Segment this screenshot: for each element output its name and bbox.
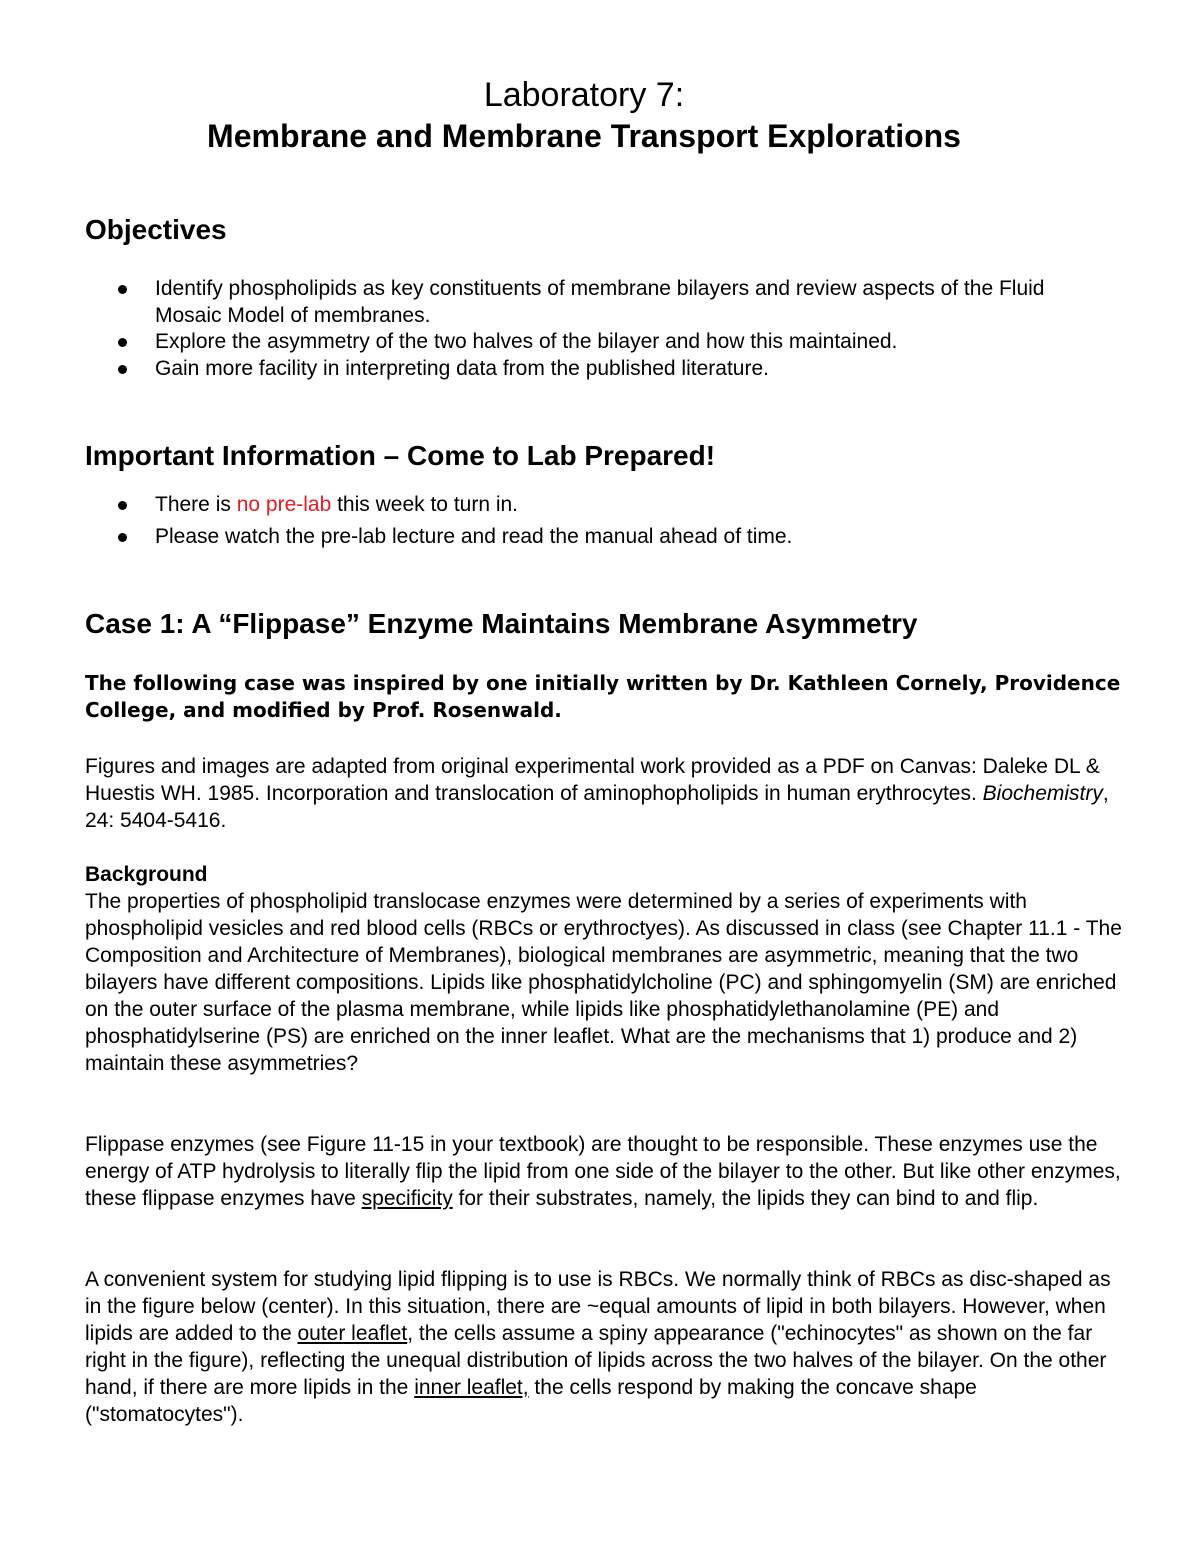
background-paragraph: The properties of phospholipid translocase enzymes were determined by a series of experiments with phospholipid vesicles and red blood cells (RBCs or erythroctyes). As discussed in class (see Chapter 11.1 - The Composition and Architecture of Membranes), biological membranes are asymmetric, meaning that the two bilayers have different compositions. Lipids like phosphatidylcholine (PC) and sphingomyelin (SM) are enriched on the outer surface of the plasma membrane, while lipids like phosphatidylethanolamine (PE) and phosphatidylserine (PS) are enriched on the inner leaflet. What are the mechanisms that 1) produce and 2) maintain these asymmetries? [85,890,1122,1075]
case-attribution: The following case was inspired by one initially written by Dr. Kathleen Cornely, Providence College, and modified by Prof. Rosenwald. [85,671,1121,722]
background-heading: Background [85,863,208,886]
flippase-paragraph [85,1131,1125,1212]
objective-item: Gain more facility in interpreting data from the published literature. [85,356,1115,383]
case1-heading: Case 1: A “Flippase” Enzyme Maintains Membrane Asymmetry [85,608,918,639]
rbc-text-end: the cells respond by making the concave shape ("stomatocytes"). [85,1376,977,1426]
outer-leaflet-underlined: outer leaflet [297,1322,408,1345]
rbc-text-mid: , the cells assume a spiny appearance ("echinocytes" as shown on the far right in the figure), reflecting the unequal distribution of lipids across the two halves of the bilayer. On the other hand, if there are more lipids in the [85,1322,1107,1399]
important-item-prelab-post: this week to turn in. [331,493,519,516]
flippase-text-end: for their substrates, namely, the lipids they can bind to and flip. [452,1187,1039,1210]
citation-pages: , 24: 5404-5416. [85,782,1109,832]
rbc-system-paragraph [85,1266,1125,1428]
figures-citation-paragraph [85,753,1125,834]
specificity-underlined: specificity [361,1187,453,1210]
rbc-text: A convenient system for studying lipid flipping is to use is RBCs. We normally think of RBCs as disc-shaped as in the figure below (center). In this situation, there are ~equal amounts of lipid in both bilayers. However, when lipids are added to the [85,1268,1111,1345]
objective-item: Explore the asymmetry of the two halves of the bilayer and how this maintained. [85,329,1115,356]
objective-item: Identify phospholipids as key constituents of membrane bilayers and review aspects of the Fluid Mosaic Model of membranes. [85,276,1115,329]
important-item-prelab [85,492,1115,519]
citation-text: Figures and images are adapted from original experimental work provided as a PDF on Canvas: Daleke DL & Huestis WH. 1985. Incorporation and translocation of aminophopholipids in human erythrocytes. [85,755,1100,805]
flippase-text: Flippase enzymes (see Figure 11-15 in your textbook) are thought to be responsible. These enzymes use the energy of ATP hydrolysis to literally flip the lipid from one side of the bilayer to the other. But like other enzymes, these flippase enzymes have [85,1133,1121,1210]
no-prelab-highlight: no pre-lab [236,493,332,516]
inner-leaflet-underlined: inner leaflet, [414,1376,529,1399]
journal-name: Biochemistry [982,782,1103,805]
objectives-list [85,276,1115,382]
important-info-heading: Important Information – Come to Lab Prepared! [85,440,716,471]
objectives-heading: Objectives [85,214,227,245]
lab-subtitle: Membrane and Membrane Transport Explorations [207,118,961,154]
lab-title: Laboratory 7: [483,76,685,114]
important-info-list [85,492,1115,555]
important-item-prelab-pre: There is [155,493,237,516]
important-item-watch: Please watch the pre-lab lecture and read the manual ahead of time. [85,524,1115,551]
